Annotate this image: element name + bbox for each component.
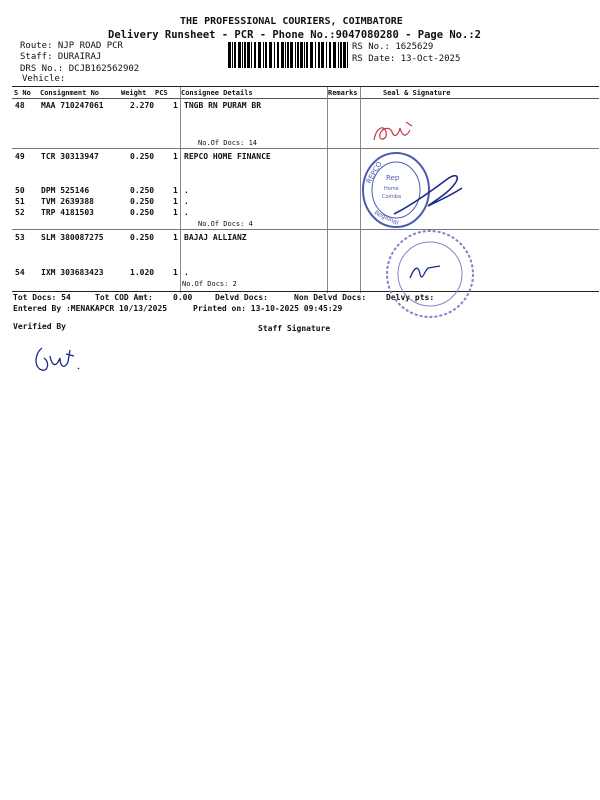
route-label: Route: NJP ROAD PCR <box>20 41 123 51</box>
barcode-bar <box>304 42 305 68</box>
non-delivered-docs: Non Delvd Docs: <box>294 293 367 302</box>
row-sno: 50 <box>15 186 25 195</box>
barcode-bar <box>343 42 346 68</box>
svg-text:Home: Home <box>384 186 399 192</box>
row-sno: 49 <box>15 152 25 161</box>
staff-label: Staff: DURAIRAJ <box>20 52 102 62</box>
barcode-bar <box>269 42 272 68</box>
barcode-bar <box>232 42 233 68</box>
rs-number: RS No.: 1625629 <box>352 42 434 52</box>
row-consignee: . <box>184 208 189 217</box>
barcode-bar <box>251 42 252 68</box>
verified-by-label: Verified By <box>13 322 66 331</box>
table-top-rule <box>12 86 599 87</box>
barcode-bar <box>306 42 308 68</box>
barcode-bar <box>254 42 256 68</box>
col-separator <box>327 87 328 293</box>
barcode-bar <box>265 42 267 68</box>
row-consignment: DPM 525146 <box>41 186 90 195</box>
barcode-bar <box>315 42 316 68</box>
barcode-bar <box>228 42 231 68</box>
total-cod-label: Tot COD Amt: <box>95 293 153 302</box>
barcode-bar <box>318 42 320 68</box>
company-name: THE PROFESSIONAL COURIERS, COIMBATORE <box>180 16 403 27</box>
purple-round-stamp <box>384 228 476 320</box>
svg-text:Rep: Rep <box>386 174 400 182</box>
row-weight: 0.250 <box>130 208 155 217</box>
rs-date: RS Date: 13-Oct-2025 <box>352 54 461 64</box>
row-weight: 0.250 <box>130 186 155 195</box>
repco-round-stamp <box>360 150 432 230</box>
blue-pen-signature <box>390 170 470 220</box>
barcode-bar <box>347 42 348 68</box>
barcode-bar <box>321 42 324 68</box>
row-pcs: 1 <box>173 101 178 110</box>
barcode-bar <box>242 42 243 68</box>
group-divider <box>12 148 599 149</box>
barcode-bar <box>281 42 284 68</box>
col-weight: Weight <box>121 89 147 97</box>
col-sno: S No <box>14 89 31 97</box>
row-consignment: TRP 4181503 <box>41 208 94 217</box>
row-consignee: BAJAJ ALLIANZ <box>184 233 247 242</box>
barcode-bar <box>297 42 299 68</box>
row-sno: 53 <box>15 233 25 242</box>
row-sno: 51 <box>15 197 25 206</box>
red-initials-signature <box>370 118 420 148</box>
verifier-signature <box>30 340 90 376</box>
doc-count: No.Of Docs: 4 <box>198 220 253 228</box>
svg-text:Coimba: Coimba <box>382 194 402 200</box>
col-consignment: Consignment No <box>40 89 100 97</box>
barcode-bar <box>338 42 339 68</box>
col-seal: Seal & Signature <box>383 89 451 97</box>
barcode-bar <box>274 42 275 68</box>
table-header-rule <box>12 98 599 99</box>
runsheet-title: Delivery Runsheet - PCR - Phone No.:9047080280 - Page No.:2 <box>108 29 481 41</box>
barcode-bar <box>244 42 246 68</box>
row-pcs: 1 <box>173 268 178 277</box>
row-pcs: 1 <box>173 197 178 206</box>
barcode-bar <box>287 42 289 68</box>
row-pcs: 1 <box>173 152 178 161</box>
col-pcs: PCS <box>155 89 168 97</box>
vehicle-label: Vehicle: <box>22 74 66 84</box>
row-weight: 0.250 <box>130 233 155 242</box>
barcode-bar <box>238 42 241 68</box>
barcode-bar <box>277 42 279 68</box>
drs-number: DRS No.: DCJB162562902 <box>20 64 140 74</box>
table-bottom-rule <box>12 291 599 292</box>
entered-by: Entered By :MENAKAPCR 10/13/2025 <box>13 304 168 313</box>
row-consignee: . <box>184 197 189 206</box>
row-consignee: . <box>184 268 189 277</box>
doc-count: No.Of Docs: 14 <box>198 139 258 147</box>
row-consignment: IXM 303683423 <box>41 268 104 277</box>
row-consignment: TCR 30313947 <box>41 152 99 161</box>
row-consignment: MAA 710247061 <box>41 101 104 110</box>
staff-signature-label: Staff Signature <box>258 324 331 333</box>
barcode-bar <box>234 42 236 68</box>
barcode-bar <box>247 42 250 68</box>
barcode-bar <box>329 42 331 68</box>
barcode-bar <box>326 42 327 68</box>
barcode-bar <box>263 42 264 68</box>
total-docs: Tot Docs: 54 <box>13 293 71 302</box>
row-pcs: 1 <box>173 186 178 195</box>
barcode-bar <box>285 42 286 68</box>
row-weight: 1.020 <box>130 268 155 277</box>
barcode-bar <box>258 42 261 68</box>
svg-text:Regional: Regional <box>373 209 400 227</box>
barcode-bar <box>310 42 313 68</box>
col-separator <box>180 87 181 293</box>
col-separator <box>360 87 361 293</box>
barcode <box>228 42 350 68</box>
row-sno: 54 <box>15 268 25 277</box>
row-consignee: . <box>184 186 189 195</box>
row-consignee: TNGB RN PURAM BR <box>184 101 262 110</box>
row-sno: 48 <box>15 101 25 110</box>
barcode-bar <box>295 42 296 68</box>
row-consignee: REPCO HOME FINANCE <box>184 152 271 161</box>
row-weight: 0.250 <box>130 197 155 206</box>
row-pcs: 1 <box>173 208 178 217</box>
row-weight: 0.250 <box>130 152 155 161</box>
printed-on: Printed on: 13-10-2025 09:45:29 <box>193 304 343 313</box>
delivered-docs: Delvd Docs: <box>215 293 268 302</box>
barcode-bar <box>300 42 303 68</box>
svg-text:REPCO: REPCO <box>364 160 384 185</box>
row-consignment: TVM 2639388 <box>41 197 94 206</box>
row-consignment: SLM 380087275 <box>41 233 104 242</box>
row-weight: 2.270 <box>130 101 155 110</box>
total-cod-value: 0.00 <box>173 293 193 302</box>
col-remarks: Remarks <box>328 89 358 97</box>
barcode-bar <box>340 42 342 68</box>
barcode-bar <box>333 42 336 68</box>
row-sno: 52 <box>15 208 25 217</box>
group-divider <box>12 229 599 230</box>
barcode-bar <box>290 42 293 68</box>
row-pcs: 1 <box>173 233 178 242</box>
doc-count: No.Of Docs: 2 <box>182 280 237 288</box>
delivery-points: Delvy pts: <box>386 293 435 302</box>
col-consignee: Consignee Details <box>181 89 253 97</box>
